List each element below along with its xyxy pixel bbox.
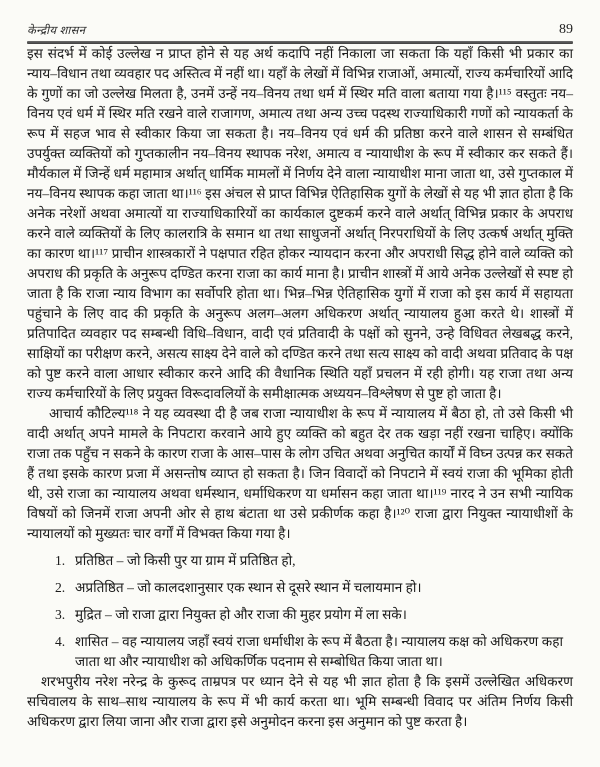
court-types-list xyxy=(55,551,573,672)
list-item-text: मुद्रित – जो राजा द्वारा नियुक्त हो और राजा की मुहर प्रयोग में ला सके। xyxy=(75,606,407,622)
list-item xyxy=(55,605,573,625)
list-item-number: 4. xyxy=(55,633,66,649)
list-item-number: 2. xyxy=(55,579,66,595)
paragraph-justice-evidence: इस संदर्भ में कोई उल्लेख न प्राप्त होने से यह अर्थ कदापि नहीं निकाला जा सकता कि यहाँ किसी भी प्रकार का न्याय–विधान तथा व्यवहार पद अस्तित्व में नहीं था। यहाँ के लेखों में विभिन्न राजाओं, अमात्यों, राज्य कर्मचारियों आदि के गुणों का जो उल्लेख मिलता है, उनमें उन्हें नय–विनय तथा धर्म में स्थिर मति वाला बताया गया है।¹¹⁵ वस्तुतः नय–विनय एवं धर्म में स्थिर मति रखने वाले राजागण, अमात्य तथा अन्य उच्च पदस्थ राज्याधिकारी गणों को न्यायकर्ता के रूप में सहज भाव से स्वीकार किया जा सकता है। नय–विनय एवं धर्म की प्रतिष्ठा करने वाले शासन से सम्बंधित उपर्युक्त व्यक्तियों को गुप्तकालीन नय–विनय स्थापक नरेश, अमात्य व न्यायाधीश के रूप में स्वीकार कर सकते हैं। मौर्यकाल में जिन्हें धर्म महामात्र अर्थात् धार्मिक मामलों में निर्णय देने वाला न्यायाधीश माना जाता था, उसे गुप्तकाल में नय–विनय स्थापक कहा जाता था।¹¹⁶ इस अंचल से प्राप्त विभिन्न ऐतिहासिक युगों के लेखों से यह भी ज्ञात होता है कि अनेक नरेशों अथवा अमात्यों या राज्याधिकारियों का कार्यकाल दुष्टकर्म करने वाले अर्थात् विभिन्न प्रकार के अपराध करने वाले व्यक्तियों के लिए कालरात्रि के समान था तथा साधुजनों अर्थात् निरपराधियों के लिए उत्कर्ष अर्थात् मुक्ति का कारण था।¹¹⁷ प्राचीन शास्त्रकारों ने पक्षपात रहित होकर न्यायदान करना और अपराधी सिद्ध होने वाले व्यक्ति को अपराध की प्रकृति के अनुरूप दण्डित करना राजा का कार्य माना है। प्राचीन शास्त्रों में आये अनेक उल्लेखों से स्पष्ट हो जाता है कि राजा न्याय विभाग का सर्वोपरि होता था। भिन्न–भिन्न ऐतिहासिक युगों में राजा को इस कार्य में सहायता पहुंचाने के लिए वाद की प्रकृति के अनुरूप अलग–अलग अधिकरण अर्थात् न्यायालय हुआ करते थे। शास्त्रों में प्रतिपादित व्यवहार पद सम्बन्धी विधि–विधान, वादी एवं प्रतिवादी के पक्षों को सुनने, उन्हे विधिवत लेखबद्ध करने, साक्षियों का परीक्षण करने, असत्य साक्ष्य देने वाले को दण्डित करने तथा सत्य साक्ष्य को वादी अथवा प्रतिवाद के पक्ष को पुष्ट करने वाला आधार स्वीकार करने आदि की वैधानिक स्थिति यहाँ प्रचलन में रही होगी। यह राजा तथा अन्य राज्य कर्मचारियों के लिए प्रयुक्त विरूदावलियों के समीक्षात्मक अध्ययन–विश्लेषण से पुष्ट हो जाता है। xyxy=(27,45,573,401)
list-item-number: 3. xyxy=(55,606,66,622)
list-item xyxy=(55,632,573,672)
list-item-text: शासित – वह न्यायालय जहाँ स्वयं राजा धर्माधीश के रूप में बैठता है। न्यायालय कक्ष को अधिकरण कहा जाता था और न्यायाधीश को अधिकर्णिक पदनाम से सम्बोधित किया जाता था। xyxy=(75,633,563,669)
list-item xyxy=(55,578,573,598)
page-body xyxy=(27,44,573,732)
paragraph-kautilya: आचार्य कौटिल्य¹¹⁸ ने यह व्यवस्था दी है जब राजा न्यायाधीश के रूप में न्यायालय में बैठा हो, तो उसे किसी भी वादी अर्थात् अपने मामले के निपटारा करवाने आये हुए व्यक्ति को बहुत देर तक खड़ा नहीं रखना चाहिए। क्योंकि राजा तक पहुँच न सकने के कारण राजा के आस–पास के लोग उचित अथवा अनुचित कार्यों में विघ्न उत्पन्न कर सकते हैं तथा इसके कारण प्रजा में असन्तोष व्याप्त हो सकता है। जिन विवादों को निपटाने में स्वयं राजा की भूमिका होती थी, उसे राजा का न्यायालय अथवा धर्मस्थान, धर्माधिकरण या धर्मासन कहा जाता था।¹¹⁹ नारद ने उन सभी न्यायिक विषयों को जिनमें राजा अपनी ओर से हाथ बंटाता था उसे प्रकीर्णक कहा है।¹²⁰ राजा द्वारा नियुक्त न्यायाधीशों के न्यायालयों को मुख्यतः चार वर्गों में विभक्त किया गया है। xyxy=(27,405,573,541)
running-title: केन्द्रीय शासन xyxy=(27,25,86,37)
paragraph-sharabhpuriya: शरभपुरीय नरेश नरेन्द्र के कुरूद ताम्रपत्र पर ध्यान देने से यह भी ज्ञात होता है कि इसमें उल्लेखित अधिकरण सचिवालय के साथ–साथ न्यायालय के रूप में भी कार्य करता था। भूमि सम्बन्धी विवाद पर अंतिम निर्णय किसी अधिकरण द्वारा लिया जाना और राजा द्वारा इसे अनुमोदन करना इस अनुमान को पुष्ट करता है। xyxy=(27,673,573,729)
page-number: 89 xyxy=(559,22,573,37)
list-item xyxy=(55,551,573,571)
list-item-number: 1. xyxy=(55,552,66,568)
list-item-text: प्रतिष्ठित – जो किसी पुर या ग्राम में प्रतिष्ठित हो, xyxy=(75,552,296,568)
list-item-text: अप्रतिष्ठित – जो कालदशानुसार एक स्थान से दूसरे स्थान में चलायमान हो। xyxy=(75,579,422,595)
page-header xyxy=(27,22,573,38)
